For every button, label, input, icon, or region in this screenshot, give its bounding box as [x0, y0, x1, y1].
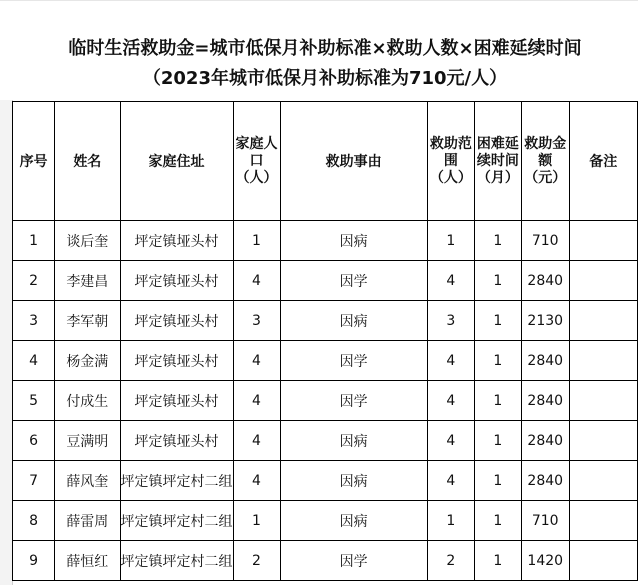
cell-range[interactable]: 2 — [427, 541, 474, 581]
header-address[interactable]: 家庭住址 — [120, 102, 233, 221]
table-row — [13, 461, 638, 501]
cell-duration[interactable]: 1 — [474, 341, 521, 381]
sheet-title — [12, 34, 638, 94]
cell-amount[interactable]: 1420 — [521, 541, 569, 581]
table-row — [13, 501, 638, 541]
cell-range[interactable]: 4 — [427, 421, 474, 461]
cell-amount[interactable]: 710 — [521, 221, 569, 261]
header-row — [13, 102, 638, 221]
cell-household[interactable]: 4 — [233, 341, 280, 381]
cell-address[interactable]: 坪定镇垭头村 — [120, 341, 233, 381]
cell-range[interactable]: 4 — [427, 341, 474, 381]
cell-household[interactable]: 3 — [233, 301, 280, 341]
cell-reason[interactable]: 因病 — [280, 501, 427, 541]
cell-address[interactable]: 坪定镇垭头村 — [120, 261, 233, 301]
cell-name[interactable]: 豆满明 — [55, 421, 120, 461]
relief-table — [12, 101, 638, 581]
table-row — [13, 381, 638, 421]
cell-reason[interactable]: 因学 — [280, 381, 427, 421]
cell-amount[interactable]: 2840 — [521, 461, 569, 501]
cell-seq[interactable]: 1 — [13, 221, 55, 261]
cell-seq[interactable]: 2 — [13, 261, 55, 301]
grid-line — [0, 0, 638, 1]
cell-address[interactable]: 坪定镇垭头村 — [120, 421, 233, 461]
cell-amount[interactable]: 710 — [521, 501, 569, 541]
cell-remark[interactable] — [569, 341, 637, 381]
cell-duration[interactable]: 1 — [474, 461, 521, 501]
cell-address[interactable]: 坪定镇垭头村 — [120, 301, 233, 341]
cell-remark[interactable] — [569, 221, 637, 261]
cell-name[interactable]: 薛恒红 — [55, 541, 120, 581]
cell-amount[interactable]: 2840 — [521, 421, 569, 461]
cell-address[interactable]: 坪定镇垭头村 — [120, 381, 233, 421]
cell-duration[interactable]: 1 — [474, 501, 521, 541]
cell-amount[interactable]: 2840 — [521, 381, 569, 421]
cell-name[interactable]: 谈后奎 — [55, 221, 120, 261]
cell-duration[interactable]: 1 — [474, 221, 521, 261]
cell-duration[interactable]: 1 — [474, 381, 521, 421]
cell-remark[interactable] — [569, 541, 637, 581]
cell-address[interactable]: 坪定镇坪定村二组 — [120, 541, 233, 581]
cell-household[interactable]: 4 — [233, 381, 280, 421]
cell-remark[interactable] — [569, 421, 637, 461]
header-reason[interactable]: 救助事由 — [280, 102, 427, 221]
cell-duration[interactable]: 1 — [474, 421, 521, 461]
cell-reason[interactable]: 因学 — [280, 541, 427, 581]
cell-address[interactable]: 坪定镇坪定村二组 — [120, 461, 233, 501]
header-seq[interactable]: 序号 — [13, 102, 55, 221]
cell-seq[interactable]: 4 — [13, 341, 55, 381]
cell-duration[interactable]: 1 — [474, 261, 521, 301]
cell-seq[interactable]: 9 — [13, 541, 55, 581]
cell-remark[interactable] — [569, 261, 637, 301]
cell-household[interactable]: 4 — [233, 261, 280, 301]
cell-reason[interactable]: 因病 — [280, 301, 427, 341]
table-row — [13, 221, 638, 261]
cell-reason[interactable]: 因学 — [280, 341, 427, 381]
cell-amount[interactable]: 2840 — [521, 341, 569, 381]
cell-name[interactable]: 李建昌 — [55, 261, 120, 301]
header-amount[interactable]: 救助金额（元） — [521, 102, 569, 221]
cell-remark[interactable] — [569, 501, 637, 541]
cell-household[interactable]: 4 — [233, 421, 280, 461]
cell-seq[interactable]: 3 — [13, 301, 55, 341]
cell-range[interactable]: 4 — [427, 381, 474, 421]
header-household[interactable]: 家庭人口（人） — [233, 102, 280, 221]
cell-seq[interactable]: 7 — [13, 461, 55, 501]
cell-amount[interactable]: 2840 — [521, 261, 569, 301]
cell-range[interactable]: 4 — [427, 461, 474, 501]
title-line-1: 临时生活救助金=城市低保月补助标准×救助人数×困难延续时间 — [68, 38, 582, 59]
cell-range[interactable]: 1 — [427, 221, 474, 261]
table-row — [13, 541, 638, 581]
cell-reason[interactable]: 因病 — [280, 221, 427, 261]
cell-remark[interactable] — [569, 301, 637, 341]
header-range[interactable]: 救助范围（人） — [427, 102, 474, 221]
cell-range[interactable]: 1 — [427, 501, 474, 541]
cell-amount[interactable]: 2130 — [521, 301, 569, 341]
cell-name[interactable]: 付成生 — [55, 381, 120, 421]
cell-reason[interactable]: 因病 — [280, 461, 427, 501]
cell-duration[interactable]: 1 — [474, 301, 521, 341]
cell-name[interactable]: 杨金满 — [55, 341, 120, 381]
cell-address[interactable]: 坪定镇垭头村 — [120, 221, 233, 261]
cell-seq[interactable]: 5 — [13, 381, 55, 421]
cell-range[interactable]: 4 — [427, 261, 474, 301]
cell-duration[interactable]: 1 — [474, 541, 521, 581]
cell-name[interactable]: 薛雷周 — [55, 501, 120, 541]
cell-seq[interactable]: 6 — [13, 421, 55, 461]
cell-household[interactable]: 1 — [233, 221, 280, 261]
cell-name[interactable]: 薛风奎 — [55, 461, 120, 501]
table-row — [13, 341, 638, 381]
cell-household[interactable]: 4 — [233, 461, 280, 501]
header-remark[interactable]: 备注 — [569, 102, 637, 221]
cell-remark[interactable] — [569, 381, 637, 421]
table-row — [13, 261, 638, 301]
cell-range[interactable]: 3 — [427, 301, 474, 341]
header-name[interactable]: 姓名 — [55, 102, 120, 221]
table-row — [13, 421, 638, 461]
header-duration[interactable]: 困难延续时间（月） — [474, 102, 521, 221]
cell-name[interactable]: 李军朝 — [55, 301, 120, 341]
cell-seq[interactable]: 8 — [13, 501, 55, 541]
cell-reason[interactable]: 因学 — [280, 261, 427, 301]
title-line-2: （2023年城市低保月补助标准为710元/人） — [142, 68, 508, 89]
cell-household[interactable]: 2 — [233, 541, 280, 581]
cell-household[interactable]: 1 — [233, 501, 280, 541]
cell-address[interactable]: 坪定镇坪定村二组 — [120, 501, 233, 541]
table-row — [13, 301, 638, 341]
cell-remark[interactable] — [569, 461, 637, 501]
cell-reason[interactable]: 因病 — [280, 421, 427, 461]
